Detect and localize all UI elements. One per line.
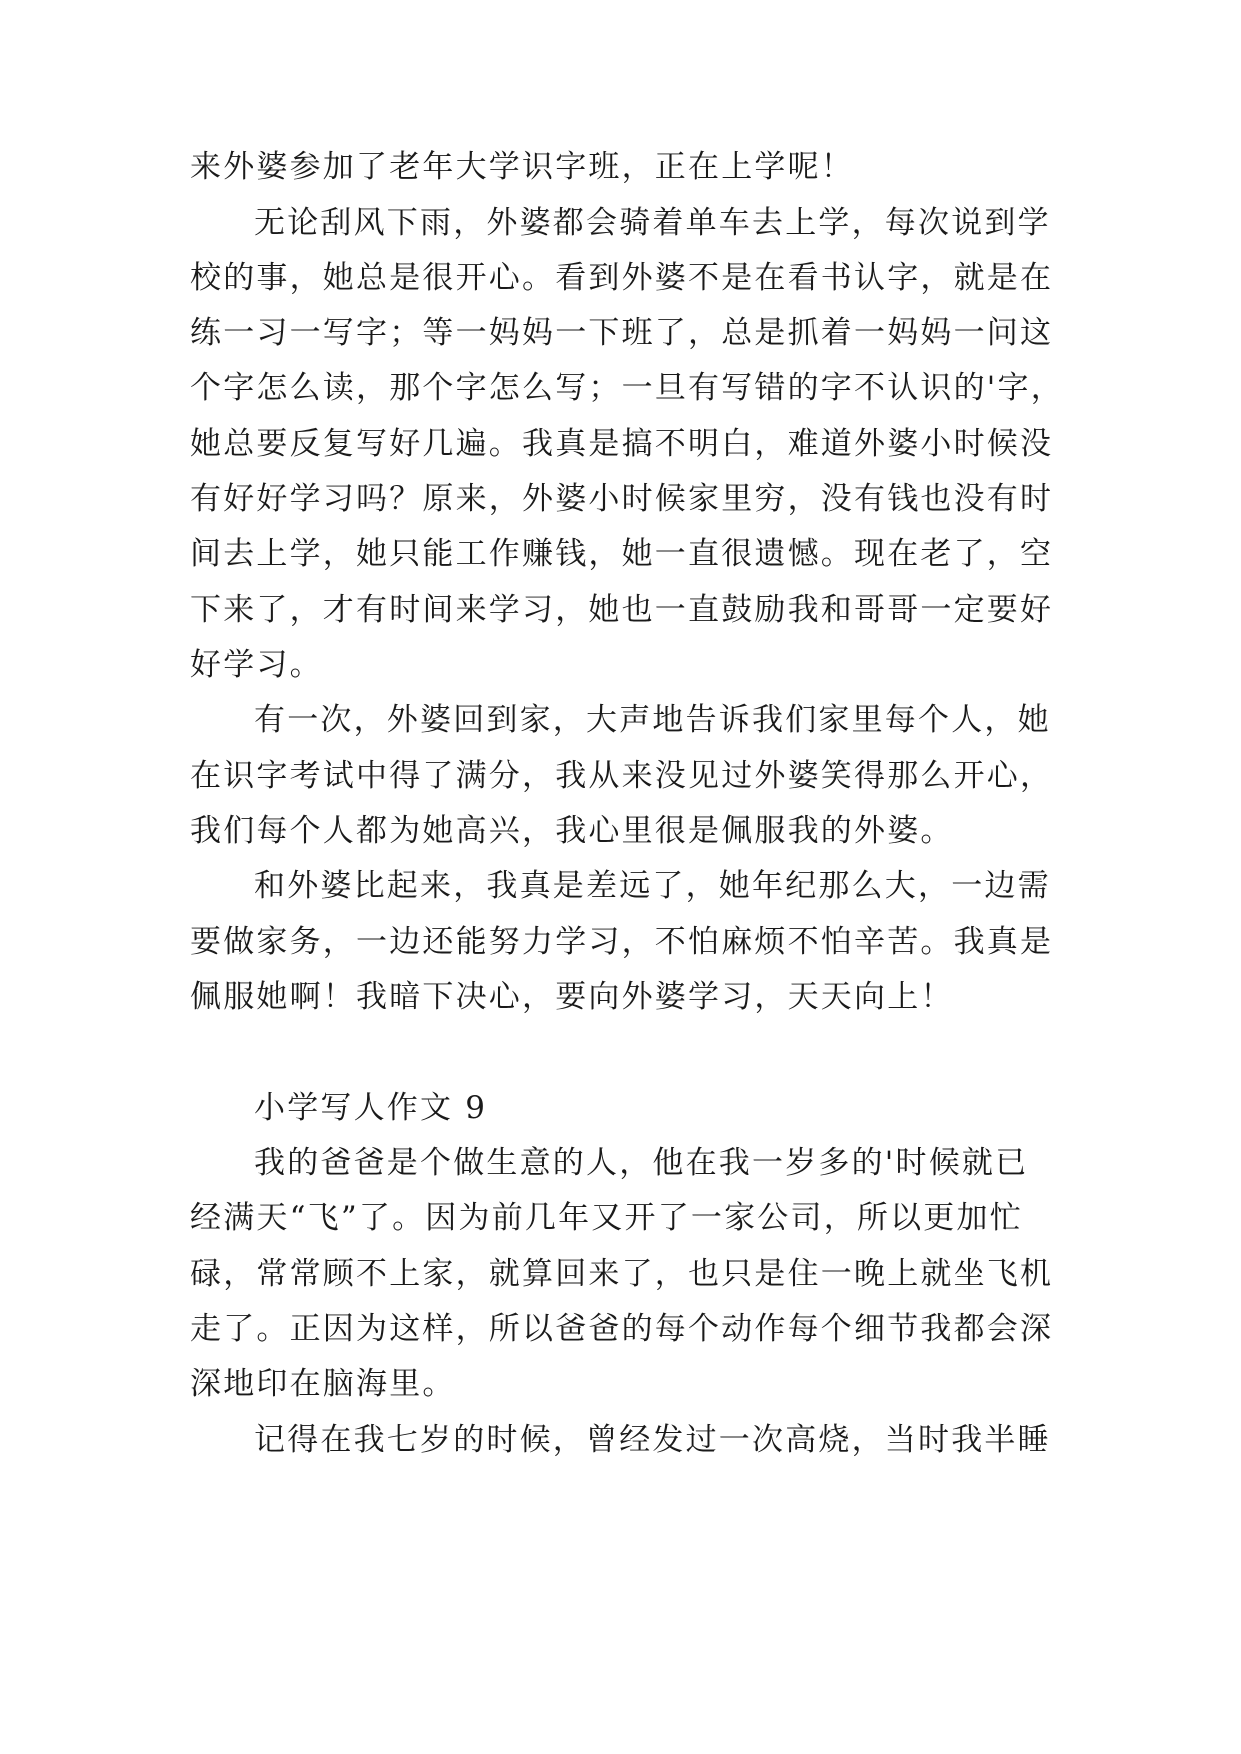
text-line: 校的事，她总是很开心。看到外婆不是在看书认字，就是在 — [190, 260, 1054, 296]
paragraph-start-line: 和外婆比起来，我真是差远了，她年纪那么大，一边需 — [254, 868, 1051, 904]
text-line: 间去上学，她只能工作赚钱，她一直很遗憾。现在老了，空 — [190, 536, 1054, 572]
text-line: 要做家务，一边还能努力学习，不怕麻烦不怕辛苦。我真是 — [190, 924, 1054, 960]
text-line: 佩服她啊！我暗下决心，要向外婆学习，天天向上！ — [190, 979, 954, 1015]
text-line: 经满天“飞”了。因为前几年又开了一家公司，所以更加忙 — [190, 1200, 1023, 1236]
text-line: 练一习一写字；等一妈妈一下班了，总是抓着一妈妈一问这 — [190, 315, 1054, 351]
text-line: 下来了，才有时间来学习，她也一直鼓励我和哥哥一定要好 — [190, 592, 1054, 628]
paragraph-start-line: 有一次，外婆回到家，大声地告诉我们家里每个人，她 — [254, 702, 1051, 738]
text-line: 我们每个人都为她高兴，我心里很是佩服我的外婆。 — [190, 813, 954, 849]
text-line: 个字怎么读，那个字怎么写；一旦有写错的字不认识的'字， — [190, 370, 1064, 406]
text-line: 走了。正因为这样，所以爸爸的每个动作每个细节我都会深 — [190, 1311, 1054, 1347]
text-line: 在识字考试中得了满分，我从来没见过外婆笑得那么开心， — [190, 758, 1054, 794]
text-line: 碌，常常顾不上家，就算回来了，也只是住一晚上就坐飞机 — [190, 1256, 1054, 1292]
paragraph-start-line: 我的爸爸是个做生意的人，他在我一岁多的'时候就已 — [254, 1145, 1029, 1181]
text-line: 有好好学习吗？原来，外婆小时候家里穷，没有钱也没有时 — [190, 481, 1054, 517]
paragraph-start-line: 无论刮风下雨，外婆都会骑着单车去上学，每次说到学 — [254, 205, 1051, 241]
text-line: 深地印在脑海里。 — [190, 1366, 456, 1402]
text-line: 她总要反复写好几遍。我真是搞不明白，难道外婆小时候没 — [190, 426, 1054, 462]
paragraph-start-line: 记得在我七岁的时候，曾经发过一次高烧，当时我半睡 — [254, 1422, 1051, 1458]
essay-title: 小学写人作文 9 — [254, 1090, 488, 1126]
text-line: 好学习。 — [190, 647, 323, 683]
text-line: 来外婆参加了老年大学识字班，正在上学呢！ — [190, 149, 854, 185]
